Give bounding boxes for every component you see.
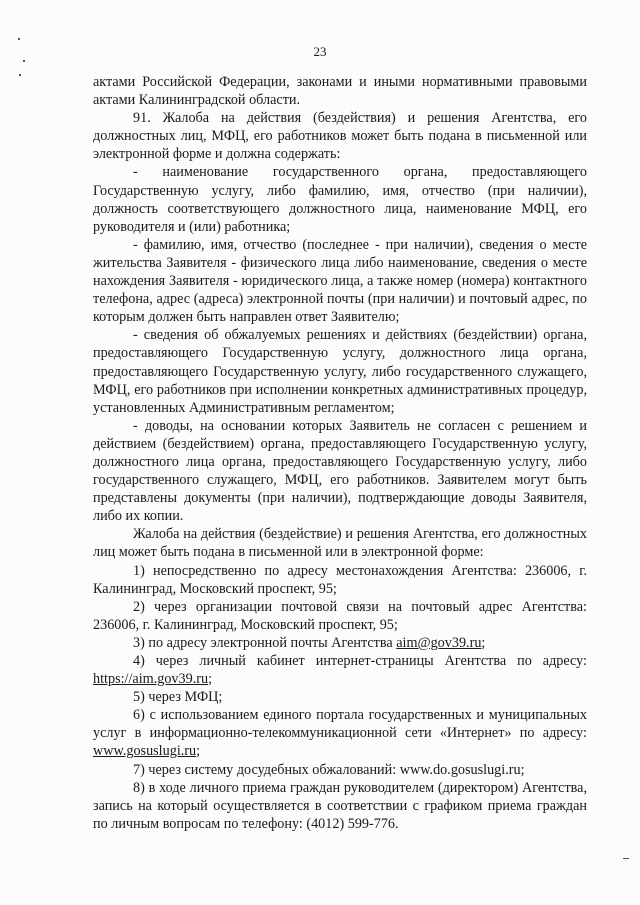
paragraph bbox=[93, 779, 587, 833]
paragraph-text: 8) в ходе личного приема граждан руководителем (директором) Агентства, запись на который осуществляется в соответствии с графиком приема граждан по личным вопросам по телефону: (4012) 599-776. bbox=[93, 779, 587, 832]
paragraph bbox=[93, 326, 587, 416]
paragraph-text: 6) с использованием единого портала государственных и муниципальных услуг в информационно-телекоммуникационной сети «Интернет» по адресу: bbox=[93, 707, 587, 742]
link[interactable]: aim@gov39.ru bbox=[396, 634, 482, 651]
paragraph-text-end: ; bbox=[196, 743, 201, 760]
paragraph bbox=[93, 236, 587, 326]
scan-mark bbox=[18, 38, 20, 40]
paragraph bbox=[93, 417, 587, 526]
paragraph bbox=[93, 73, 587, 109]
paragraph-text: - доводы, на основании которых Заявитель не согласен с решением и действием (бездействием) органа, предоставляющего Государственную услугу, должностного лица органа, предоставляющего Государственную услугу, либо государственного служащего, МФЦ, его работников. Заявителем могут быть представлены документы (при наличии), подтверждающие доводы Заявителя, либо их копии. bbox=[93, 417, 587, 525]
paragraph bbox=[93, 109, 587, 163]
paragraph bbox=[93, 688, 587, 706]
paragraph bbox=[93, 525, 587, 561]
paragraph-text: актами Российской Федерации, законами и иными нормативными правовыми актами Калининградской области. bbox=[93, 74, 587, 109]
paragraph bbox=[93, 706, 587, 760]
paragraph-text-end: ; bbox=[208, 671, 213, 688]
paragraph bbox=[93, 634, 587, 652]
paragraph-text: 4) через личный кабинет интернет-страницы Агентства по адресу: bbox=[133, 653, 587, 669]
paragraph-text: 3) по адресу электронной почты Агентства bbox=[133, 634, 397, 651]
link[interactable]: https://aim.gov39.ru bbox=[93, 671, 209, 688]
paragraph-text: - наименование государственного органа, предоставляющего Государственную услугу, либо фамилию, имя, отчество (при наличии), должность соответствующего должностного лица, наименование МФЦ, его руководителя и (или) работника; bbox=[93, 164, 587, 235]
paragraph-text: 7) через систему досудебных обжалований: www.do.gosuslugi.ru; bbox=[133, 761, 525, 778]
paragraph-text: 5) через МФЦ; bbox=[133, 689, 223, 706]
paragraph bbox=[93, 598, 587, 634]
paragraph bbox=[93, 652, 587, 688]
scan-mark bbox=[19, 74, 21, 76]
paragraph-text: - фамилию, имя, отчество (последнее - при наличии), сведения о месте жительства Заявителя - физического лица либо наименование, сведения о месте нахождения Заявителя - юридического лица, а также номер (номера) контактного телефона, адрес (адреса) электронной почты (при наличии) и почтовый адрес, по которым должен быть направлен ответ Заявителю; bbox=[93, 236, 587, 326]
paragraph-text: - сведения об обжалуемых решениях и действиях (бездействии) органа, предоставляющего Государственную услугу, должностного лица органа, предоставляющего Государственную услугу, либо государственного служащего, МФЦ, его работников при исполнении конкретных административных процедур, установленных Административным регламентом; bbox=[93, 327, 587, 416]
link[interactable]: www.gosuslugi.ru bbox=[93, 743, 197, 760]
document-body bbox=[93, 73, 587, 833]
paragraph-text: 1) непосредственно по адресу местонахождения Агентства: 236006, г. Калининград, Московский проспект, 95; bbox=[93, 562, 587, 597]
paragraph-text: 2) через организации почтовой связи на почтовый адрес Агентства: 236006, г. Калининград, Московский проспект, 95; bbox=[93, 598, 587, 633]
paragraph-text: Жалоба на действия (бездействие) и решения Агентства, его должностных лиц может быть подана в письменной или в электронной форме: bbox=[93, 526, 587, 561]
paragraph bbox=[93, 761, 587, 779]
paragraph-text-end: ; bbox=[481, 634, 486, 651]
page-number: 23 bbox=[313, 44, 327, 59]
scan-mark bbox=[623, 858, 629, 859]
paragraph bbox=[93, 562, 587, 598]
scan-mark bbox=[23, 60, 25, 62]
paragraph bbox=[93, 163, 587, 235]
paragraph-text: 91. Жалоба на действия (бездействия) и решения Агентства, его должностных лиц, МФЦ, его работников может быть подана в письменной или электронной форме и должна содержать: bbox=[93, 110, 587, 163]
